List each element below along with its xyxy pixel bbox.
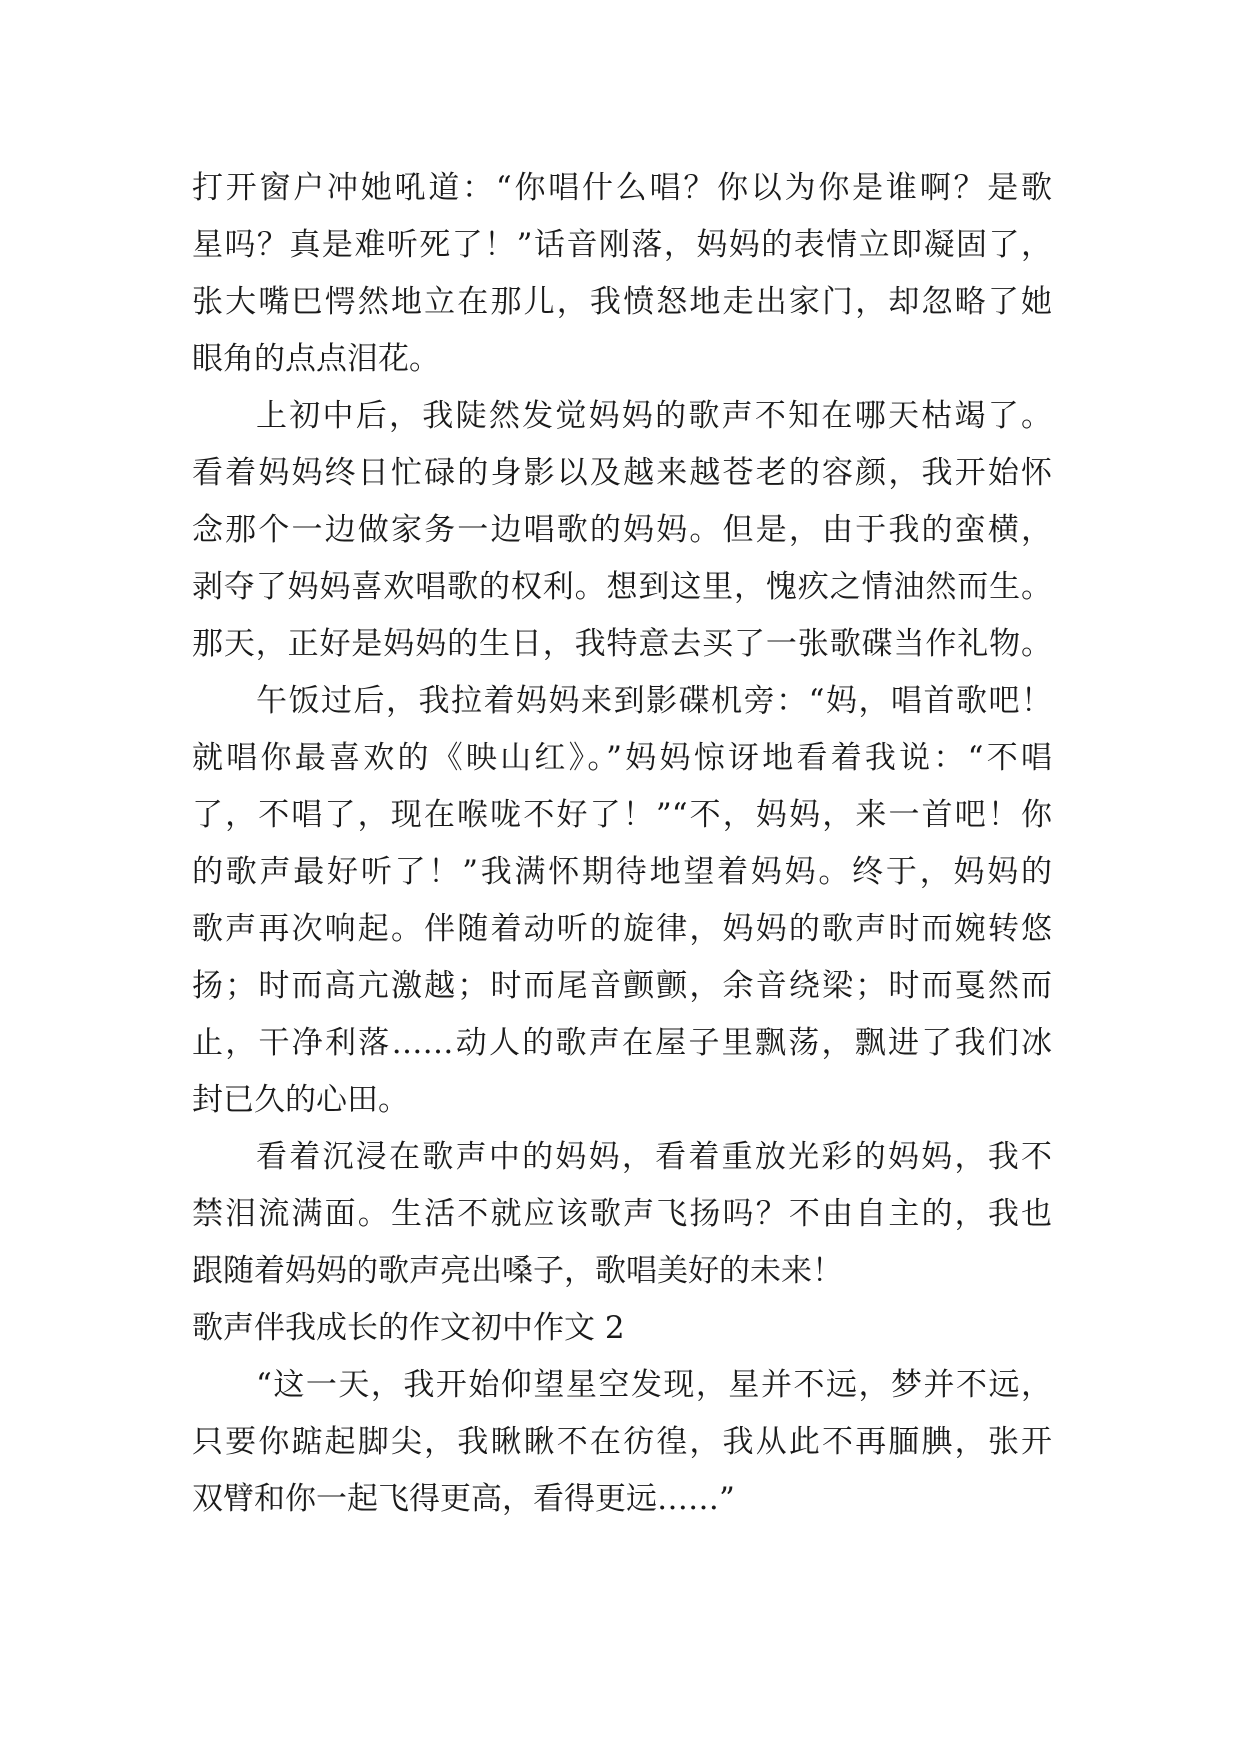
- text-line: 看着妈妈终日忙碌的身影以及越来越苍老的容颜，我开始怀: [192, 455, 1052, 491]
- text-line: 扬；时而高亢激越；时而尾音颤颤，余音绕梁；时而戛然而: [192, 968, 1052, 1004]
- document-body: [192, 160, 1052, 1528]
- text-line: 的歌声最好听了！”我满怀期待地望着妈妈。终于，妈妈的: [192, 854, 1052, 890]
- text-line: 那天，正好是妈妈的生日，我特意去买了一张歌碟当作礼物。: [192, 626, 1052, 662]
- text-line: 张大嘴巴愕然地立在那儿，我愤怒地走出家门，却忽略了她: [192, 284, 1052, 320]
- text-line: 打开窗户冲她吼道：“你唱什么唱？你以为你是谁啊？是歌: [192, 170, 1052, 206]
- text-line: 剥夺了妈妈喜欢唱歌的权利。想到这里，愧疚之情油然而生。: [192, 569, 1052, 605]
- section-title: 歌声伴我成长的作文初中作文 2: [192, 1310, 625, 1346]
- text-line: 上初中后，我陡然发觉妈妈的歌声不知在哪天枯竭了。: [256, 398, 1052, 434]
- text-line: 封已久的心田。: [192, 1082, 409, 1118]
- text-line: 跟随着妈妈的歌声亮出嗓子，歌唱美好的未来！: [192, 1253, 843, 1289]
- quote-paragraph: [192, 1357, 1052, 1528]
- text-line: 看着沉浸在歌声中的妈妈，看着重放光彩的妈妈，我不: [256, 1139, 1052, 1175]
- text-line: “这一天，我开始仰望星空发现，星并不远，梦并不远，: [256, 1367, 1052, 1403]
- paragraph-4: [192, 1129, 1052, 1300]
- text-line: 歌声再次响起。伴随着动听的旋律，妈妈的歌声时而婉转悠: [192, 911, 1052, 947]
- text-line: 星吗？真是难听死了！”话音刚落，妈妈的表情立即凝固了，: [192, 227, 1052, 263]
- text-line: 双臂和你一起飞得更高，看得更远……”: [192, 1481, 735, 1517]
- text-line: 止，干净利落……动人的歌声在屋子里飘荡，飘进了我们冰: [192, 1025, 1052, 1061]
- paragraph-3: [192, 673, 1052, 1129]
- text-line: 念那个一边做家务一边唱歌的妈妈。但是，由于我的蛮横，: [192, 512, 1052, 548]
- text-line: 就唱你最喜欢的《映山红》。”妈妈惊讶地看着我说：“不唱: [192, 740, 1052, 776]
- text-line: 午饭过后，我拉着妈妈来到影碟机旁：“妈，唱首歌吧！: [256, 683, 1052, 719]
- paragraph-2: [192, 388, 1052, 673]
- text-line: 眼角的点点泪花。: [192, 341, 440, 377]
- paragraph-1-continued: [192, 160, 1052, 388]
- text-line: 禁泪流满面。生活不就应该歌声飞扬吗？不由自主的，我也: [192, 1196, 1052, 1232]
- text-line: 只要你踮起脚尖，我瞅瞅不在彷徨，我从此不再腼腆，张开: [192, 1424, 1052, 1460]
- text-line: 了，不唱了，现在喉咙不好了！”“不，妈妈，来一首吧！你: [192, 797, 1052, 833]
